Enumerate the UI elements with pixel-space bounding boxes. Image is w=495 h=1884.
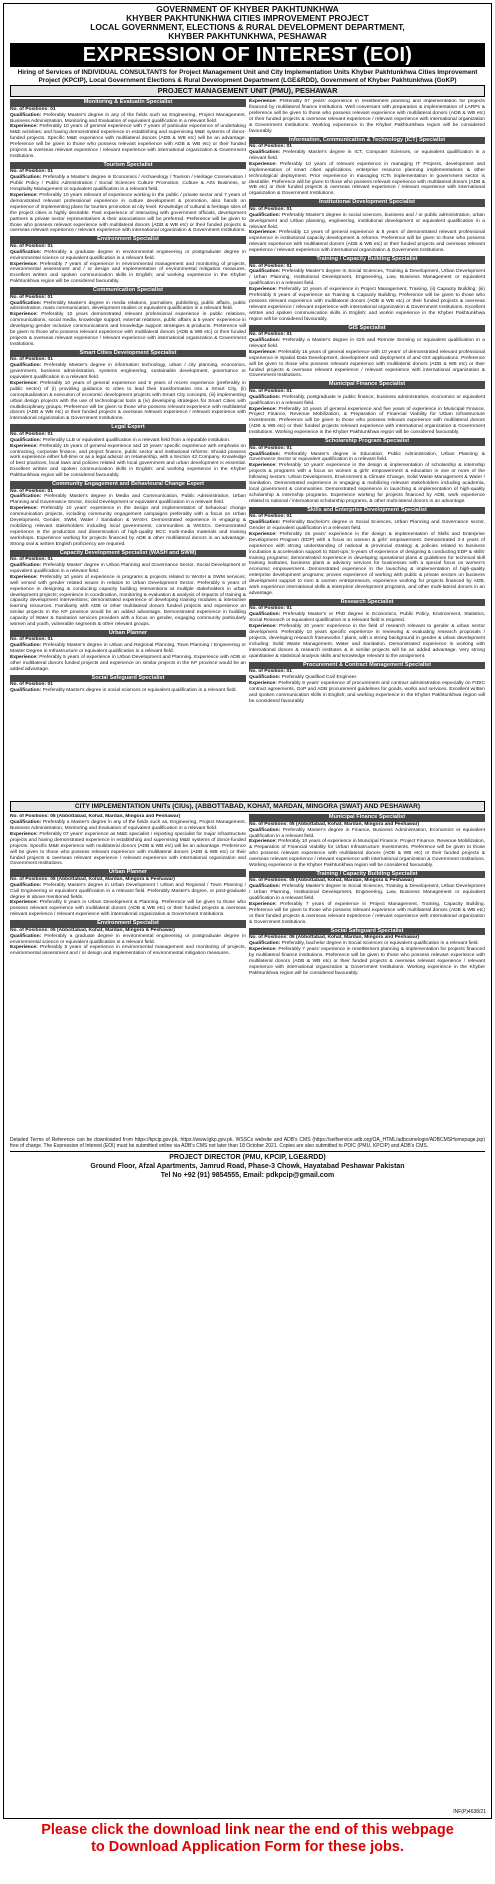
download-notice-line-1: Please click the download link near the end of this webpage: [41, 1822, 454, 1838]
qualification-text: Preferably Master' degree in Urban Planning and Governance Sector, Social Development or equivalent qualification in a relevant field.: [10, 563, 246, 574]
experience: Experience: Preferably 10 years of relevant experience in managing IT Projects, development and implementation of smart cities applications, enterprise resource planning implementations & other technological deployment. Prior experience in managing ICTs implementation in government sector is desirable. Preference will be given to those who possess relevant experience with multilateral donors (ADB & WB etc) or their funded projects & overseas relevant experience / relevant experience with international organization & Government Institutions.: [249, 161, 485, 197]
pmu-section-bar: PROJECT MANAGEMENT UNIT (PMU), PESHAWAR: [10, 85, 485, 97]
qualification: Qualification: Preferably Master's degree in Education, Public Administration, Urban Planning & Governance Sector or equivalent qualification in a relevant field.: [249, 451, 485, 463]
experience-text: Preferably 10 years of experience in Municipal Finance, Project Finance, Revenue Mobilization, & Preparation of Financial Viability for Urban Infrastructure Investments. Preference will be given to those who possess relevant experience with multilateral donors (ADB & WB etc) or their funded projects & overseas relevant experience / relevant experience with international organization & Government Institutions. Working experience in the Khyber Pakhtunkhwa region will be considered favourably.: [249, 839, 485, 869]
job-title: Skills and Enterprise Development Specialist: [249, 507, 485, 515]
qualification-text: Preferably Master's degree In Social Sciences, Training & Development, Urban Development / Urban Planning, Institutional Development, Engineering, Law, Business Management or equivalent qualification in a relevant field.: [249, 884, 485, 902]
footer-line-1: PROJECT DIRECTOR (PMU, KPCIP, LGE&RDD): [169, 1154, 326, 1162]
job-section: [249, 438, 485, 505]
qualification: Qualification: Preferably Master's or PhD degree in Economics, Public Policy, Environment, Statistics, Social Research or equivalent qualification in a relevant field is required.: [249, 612, 485, 624]
job-section: [10, 675, 246, 694]
positions-text: No. of Positions: 05 (Abbottabad, Kohat, Mardan, Mingora and Peshawar): [10, 814, 181, 820]
experience-text: Preferably 15 years of general experience and 10 years' specific experience with emphasis on contracting, corporate finance, and project finance, public sector and institutional reforms. Should possess work experience either full-time or as a legal advisor on retainership, with a Section 42 Company. Knowledge of best practices, local laws and policies related with local government and urban development is essential. Excellent written and spoken communication skills in English; and working experience in the Khyber Pakhtunkhwa region will be considered favourably.: [10, 443, 246, 479]
job-section: [249, 199, 485, 254]
experience-text: Preferably 10 years of general experience and 5 years of recent experience (preferably in public sector) of (i) providing guidance to cities to lead their transformation into a Smart City, (ii) conceptualization & execution of economic development projects with Smart City concepts, (iii) implementing urban design projects with the use of technological tools & (iv) developing strategies for Smart Cities with multidisciplinary groups. Preference will be given to those who possess relevant experience with multilateral donors (ADB & WB etc) or their funded projects & overseas relevant experience / relevant experience with international organization & Government Institutions.: [10, 380, 246, 422]
experience-text: Preferably 10 years' experience in the design and implementation of behaviour change communication projects, including community engagement campaigns preferably with a focus on Urban Development, Gender, SWM, Water / Sanitation & WASH. Demonstrated experience in engaging & mobilizing relevant stakeholders including local governments, communities & WSSCs. Demonstrated experience in the production and dissemination of high-quality BCC multi-media materials and training workshops. Experience working for projects financed by ADB & other multilateral donors in an advantage. Strong oral & written English proficiency are required.: [10, 506, 246, 547]
job-title: Environment Specialist: [10, 236, 246, 244]
qualification: Qualification: Preferably a Master's degree in any of the fields such as, Engineering, Project Management, Business Administration, Monitoring and Evaluation of equivalent qualification in a relevant field.: [10, 820, 246, 831]
experience: Experience: Preferably 15 years of general experience and 10 years' specific experience with emphasis on contracting, corporate finance, and project finance, public sector and institutional reforms. Should possess work experience either full-time or as a legal advisor on retainership, with a Section 42 Company. Knowledge of best practices, local laws and policies related with local government and urban development is essential. Excellent written and spoken communication skills in English; and working experience in the Khyber Pakhtunkhwa region will be considered favourably.: [10, 443, 246, 479]
experience: Experience: Preferably 7 years of experience in environmental management and monitoring of projects, environmental assessment and / or design and implementation of environmental mitigation measures. Excellent written and spoken communication skills in English; and working experience in the Khyber Pakhtunkhwa region will be considered favourably.: [10, 261, 246, 285]
intro-text: Hiring of Services of INDIVIDUAL CONSULTANTS for Project Management Unit and City Implementation Units Khyber Pakhtunkhwa Cities Improvement Project (KPCIP), Local Government Elections & Rural Development Department (LGE&RDD), Government of Khyber Pakhtunkhwa (GoKP): [17, 69, 478, 84]
positions-text: No. of Position: 01: [10, 243, 53, 249]
job-section: [10, 287, 246, 348]
job-section: [249, 381, 485, 436]
experience-text: Preferably 5 years of experience in Urban Development and Planning. Experience with ADB or other multilateral donors funded projects and experience on similar projects in the KP province would be an added advantage.: [10, 655, 246, 672]
qualification: Qualification: Preferably Master's degree in Urban Development / Urban and Regional / Town Planning / Civil Engineering or equivalent qualification in a relevant field. Preferably Master's degree, or post-graduate degree in above mentioned fields.: [10, 882, 246, 900]
job-title: Scholarship Program Specialist: [249, 438, 485, 446]
positions-text: No. of Position: 01: [10, 431, 53, 437]
experience: Experience: Preferably 5 years of experience in environmental management and monitoring of projects, environmental assessment and / or design and implementation of environmental mitigation measures.: [10, 945, 246, 957]
job-title: Urban Planner: [10, 630, 246, 638]
qualification-text: Preferably Master's degree in ICT, Computer Sciences, or equivalent qualification in a relevant field.: [249, 150, 485, 161]
experience-text: Preferably 8 years' experience of procurement and contract administration especially on FIDIC contract agreements, GoP and ADB procurement guidelines for goods, works and services. Excellent written and spoken communication skills in English; and working experience in the Khyber Pakhtunkhwa region will be considered favourably.: [249, 680, 485, 704]
qualification: Qualification: Preferably a Master's degree in Economics / Archaeology / Tourism / Heritage Conservation / Public Policy / Public Administration / Social Sciences Culture Promotion, Culture & Arts Business, or Hospitality Management or equivalent qualification in a relevant field.: [10, 175, 246, 193]
experience-text: Preferably 07 years' experience in resettlement planning and implementation for projects financed by multilateral finance institutions. Well conversant with preparation & implementation of LARPs & preference will be given to those who possess relevant experience with multilateral donors (ADB & WB etc) or their funded projects & overseas relevant experience / relevant experience with international organization & Government Institutions. Working experience in the Khyber Pakhtunkhwa region will be considered favourably.: [249, 99, 485, 134]
qualification-text: Preferably Master's degree in Media and Communication, Public Administration, Urban Planning and Governance Sector, Social Development or equivalent qualification in a relevant field.: [10, 494, 246, 506]
footer-line-2: Ground Floor, Afzal Apartments, Jamrud Road, Phase-3 Chowk, Hayatabad Peshawar Pakistan: [90, 1163, 405, 1171]
qualification: Qualification: Preferably Master's degree In Social Sciences, Training & Development, Urban Development / Urban Planning, Institutional Development, Engineering, Law, Business Management or equivalent qualification in a relevant field.: [249, 884, 485, 902]
header-line-2: KHYBER PAKHTUNKHWA CITIES IMPROVEMENT PROJECT: [126, 13, 369, 23]
positions-text: No. of Position: 01: [249, 144, 292, 150]
positions-text: No. of Positions: 05 (Abbottabad, Kohat, Mardan, Mingora & Peshawar): [10, 876, 175, 882]
qualification-text: Preferably Master's degree In Social Sciences, Training & Development, Urban Development / Urban Planning, Institutional Development, Engineering, Law, Business Management or equivalent qualification in a relevant field.: [249, 269, 485, 287]
qualification: Qualification: Preferably Qualified Civil Engineer.: [249, 674, 358, 680]
qualification: Qualification: Preferably LLB or equivalent qualification in a relevant field from a reputable institution.: [10, 437, 231, 443]
job-section: [10, 162, 246, 234]
job-section: [10, 481, 246, 548]
positions-text: No. of Positions: 05 (Abbottabad, Kohat, Mardan, Mingora & Peshawar): [10, 927, 175, 933]
experience: Experience: Preferably 10 years of general experience with 7 years of particular experience of undertaking M&E activities; and having demonstrated experience in establishing and supervising M&E systems of donor-funded projects. Specific M&E experience with multilateral donors (ADB & WB etc) will be an advantage. Preference will be given to those who possess relevant experience with ADB & WB etc) or their funded projects & overseas relevant experience / relevant experience with international organization & Government Institutions.: [10, 124, 246, 159]
job-section: [249, 137, 485, 198]
positions-text: No. of Positions: 01: [10, 106, 56, 112]
download-notice: [0, 1822, 495, 1856]
reference-number: INF(P)4638/21: [453, 1809, 486, 1815]
experience: Experience: Preferably 10 years' experience in the field of research relevant to gender & urban sector development. Preferably 10 years specific experience in reviewing & evaluating research proposals / projects, developing research frameworks / plans, with a strong background in gender & urban development including: Solid Waste Management, Water and Sanitation. Demonstrated experience in working with international donors & research institutes & in similar projects will be an added advantage. Very strong quantitative & statistical analysis skills and knowledge relevant to the assignment.: [249, 624, 485, 659]
header-line-3: LOCAL GOVERNMENT, ELECTIONS & RURAL DEVELOPMENT DEPARTMENT,: [90, 22, 405, 32]
experience-text: Preferably 10 years relevant of experience working in the public / private sector and 7 years of demonstrated relevant professional experience in culture development & promotion, also hands on experience of implementing plans for tourism promotion at city level. Knowledge of cultural & heritage sites of the project cities is highly desirable. Past experience of interacting with government officials, development partners & private sector representatives & their associations will be preferred. Preference will be given to those who possess relevant experience with multilateral donors (ADB & WB etc) or their funded projects & overseas relevant experience / relevant experience with international organization & Government Institutions.: [10, 192, 246, 234]
experience-text: Preferably 12 years of general experience & 8 years of demonstrated relevant professional experience in institutional capacity development & reforms. Preference will be given to those who possess relevant experience with multilateral donors (ADB & WB etc) or their funded projects and overseas relevant experience / relevant experience with international organization & Government Institutions.: [249, 230, 485, 254]
job-title: GIS Specialist: [249, 325, 485, 333]
qualification: Qualification: Preferably, postgraduate in public finance, business administration, economics or equivalent qualification in a relevant field.: [249, 394, 485, 406]
positions-text: No. of Position: 01: [10, 557, 53, 563]
job-section: [249, 814, 485, 869]
job-title: Training / Capacity Building Specialist: [249, 256, 485, 264]
experience-text: Preferably 10 years' experience in the field of research relevant to gender & urban sector development. Preferably 10 years specific experience in reviewing & evaluating research proposals / projects, developing research frameworks / plans, with a strong background in gender & urban development including: Solid Waste Management, Water and Sanitation. Demonstrated experience in working with international donors & research institutes & in similar projects will be an added advantage. Very strong quantitative & statistical analysis skills and knowledge relevant to the assignment.: [249, 624, 485, 659]
positions-text: No. of Position: 01: [249, 669, 292, 674]
job-title: Legal Expert: [10, 424, 246, 432]
qualification: Qualification: Preferably, bachelor degree in Social Sciences or equivalent qualification in a relevant field.: [249, 941, 479, 947]
experience: Experience: Preferably 8 years' experience of procurement and contract administration especially on FIDIC contract agreements, GoP and ADB procurement guidelines for goods, works and services. Excellent written and spoken communication skills in English; and working experience in the Khyber Pakhtunkhwa region will be considered favourably.: [249, 680, 485, 704]
positions-text: No. of Position: 01: [249, 332, 292, 338]
experience-text: Preferably 10 years' experience in the design & implementation of scholarship & internship projects & programs with a focus on women & girls' empowerment & education in one or more of the following sectors: Urban Development, Environment & Climate Change, Solid Waste Management & Water / Sanitation. Demonstrated experience in engaging & mobilizing relevant stakeholders including academia, local government & communities. Demonstrated experience in launching & implementation of high-quality scholarship & internship programs. Experience working for projects financed by ADB, work experience related to national / international scholarship programs, & other multi-lateral donors in an advantage.: [249, 463, 485, 504]
positions-text: No. of Position: 01: [249, 388, 292, 394]
experience-text: Preferably 10 years of general experience with 7 years of particular experience of undertaking M&E activities; and having demonstrated experience in establishing and supervising M&E systems of donor-funded projects. Specific M&E experience with multilateral donors (ADB & WB etc) will be an advantage. Preference will be given to those who possess relevant experience with ADB & WB etc) or their funded projects & overseas relevant experience / relevant experience with international organization & Government Institutions.: [10, 124, 246, 159]
qualification-text: Preferably, postgraduate in public finance, business administration, economics or equivalent qualification in a relevant field.: [249, 394, 485, 406]
qualification-text: Preferably a Master's degree in any of the fields such as, Engineering, Project Management, Business Administration, Monitoring and Evaluation of equivalent qualification in a relevant field.: [10, 820, 246, 831]
qualification-text: Preferably a Master's degree in GIS and Remote Sensing or equivalent qualification in a relevant field.: [249, 338, 485, 349]
experience-text: Preferably 07 years' experience as M&E specialist / reporting specialist for major infrastructure projects and having demonstrated experience in establishing and supervising M&E systems of donor-funded projects. Specific M&E experience with multilateral donors (ADB & WB etc) will be an advantage. Preference will be given to those who possess relevant experience with multilateral donors (ADB & WB etc) or their funded projects & overseas relevant experience / relevant experience with international organization and Government Institutions.: [10, 831, 246, 867]
qualification-text: Preferably Qualified Civil Engineer.: [281, 674, 358, 680]
experience: Experience: Preferably 10 years' experience in the design and implementation of behaviour change communication projects, including community engagement campaigns preferably with a focus on Urban Development, Gender, SWM, Water / Sanitation & WASH. Demonstrated experience in engaging & mobilizing relevant stakeholders including local governments, communities & WSSCs. Demonstrated experience in the production and dissemination of high-quality BCC multi-media materials and training workshops. Experience working for projects financed by ADB & other multilateral donors in an advantage. Strong oral & written English proficiency are required.: [10, 506, 246, 547]
job-section: [10, 236, 246, 285]
header-line-4: KHYBER PAKHTUNKHWA, PESHAWAR: [168, 31, 327, 41]
qualification: Qualification: Preferably Master's degree in social sciences, business and / or public administration, urban development and Urban planning, engineering, institutional development or equivalent qualification in a relevant field.: [249, 212, 485, 230]
job-section: [249, 871, 485, 926]
job-title: Communication Specialist: [10, 287, 246, 295]
job-title: Smart Cities Development Specialist: [10, 350, 246, 358]
experience-text: Preferably 15 years of general experience with 10 years' of demonstrated relevant professional experience in Spatial Data Development, development and deployment of and GIS applications. Preference will be given to those who possess relevant experience with multilateral donors (ADB & WB etc) or their funded projects & overseas relevant experience / relevant experience with international organization & Government Institutions.: [249, 349, 485, 379]
job-title: Institutional Development Specialist: [249, 199, 485, 207]
qualification-text: Preferably Master's degree in media relations, journalism, publishing, public affairs, public administration, mass communication, development studies or equivalent qualification in a relevant field.: [10, 300, 246, 312]
experience-text: Preferably 7 years of experience in Project Management, Training, Capacity Building. Preference will be given to those who possess relevant experience with multilateral donors (ADB & WB etc) or their funded projects & overseas relevant experience / relevant experience with international organization & Government Institutions.: [249, 902, 485, 925]
job-section: [249, 599, 485, 660]
ciu-left-column: [10, 814, 246, 1134]
qualification-text: Preferably Master's degree in Urban and Regional Planning, Town Planning / Engineering or Master Degree in Infrastructure or equivalent qualification in a relevant field.: [10, 643, 246, 655]
experience-text: Preferably 10 years of experience in Project Management, Training, (ii) Capacity Building; (iii) Preferably 5 years of experience as Training & Capacity Building. Preference will be given to those who possess relevant experience with multilateral donors (ADB & WB etc) or their funded projects & overseas relevant experience / relevant experience with international organization & Government Institutions. Excellent written and spoken communication skills in English; and workin experience in the Khyber Pakhtunkhwa region will be considered favourably.: [249, 287, 485, 322]
ciu-right-column: [249, 814, 485, 1134]
qualification: Qualification: Preferably Master's degree in Finance, Business Administration, Economics or equivalent qualification in a relevant field.: [249, 827, 485, 839]
experience-text: Preferably 15 years' experience in the design & implementation of Skills and Enterprise Development Program (EDP) with a focus on women & girls' empowerment. Demonstrated 3-4 years of experience with strong understanding of national & provincial strategy & policies related to business incubation & acceleration support to Start-ups; 5-years of experience of designing & conducting EDP & skills' training programs; demonstrated experience in developing operational plans & guidelines for technical skill training institutes, business plans & advisory services for businesses with a special focus on women's economic empowerment. Demonstrated experience in the launching & implementation of high-quality enterprise development programs; proven experience of working with public & private sectors on business development support to men & women entrepreneurs, experience working for projects financed by ADB, work experience international skills & enterprise development programs, and other multi-lateral donors in an advantage.: [249, 531, 485, 596]
qualification: Qualification: Preferably Master's degree in information technology, urban / city planning, economics, government, business administration, systems engineering, sustainable development, governance or equivalent qualification in a relevant field.: [10, 363, 246, 381]
qualification-text: Preferably Bachelor's degree in Social Sciences, Urban Planning and Governance sector, Gender or equivalent qualification in a relevant field.: [249, 520, 485, 531]
positions-text: No. of Position: 01: [10, 637, 53, 643]
qualification: Qualification: Preferably Master's degree in ICT, Computer Sciences, or equivalent qualification in a relevant field.: [249, 150, 485, 161]
qualification: Qualification: Preferably a graduate degree in environmental engineering or postgraduate degree in environmental science or equivalent qualification in a relevant field.: [10, 249, 246, 261]
job-title: Procurement & Contract Management Specialist: [249, 662, 485, 670]
footer-line-3: Tel No +92 (91) 9854555, Email: pdkpcip@gmail.com: [160, 1172, 335, 1180]
job-section: [10, 99, 246, 160]
experience: Experience: Preferably 10 years relevant of experience working in the public / private sector and 7 years of demonstrated relevant professional experience in culture development & promotion, also hands on experience of implementing plans for tourism promotion at city level. Knowledge of cultural & heritage sites of the project cities is highly desirable. Past experience of interacting with government officials, development partners & private sector representatives & their associations will be preferred. Preference will be given to those who possess relevant experience with multilateral donors (ADB & WB etc) or their funded projects & overseas relevant experience / relevant experience with international organization & Government Institutions.: [10, 192, 246, 234]
qualification-text: Preferably Master's degree in Urban Development / Urban and Regional / Town Planning / Civil Engineering or equivalent qualification in a relevant field. Preferably Master's degree, or post-graduate degree in above mentioned fields.: [10, 882, 246, 900]
qualification: Qualification: Preferably Bachelor's degree in Social Sciences, Urban Planning and Governance sector, Gender or equivalent qualification in a relevant field.: [249, 520, 485, 531]
job-section: [249, 256, 485, 323]
experience: Experience: Preferably 10 years' experience in the design & implementation of scholarship & internship projects & programs with a focus on women & girls' empowerment & education in one or more of the following sectors: Urban Development, Environment & Climate Change, Solid Waste Management & Water / Sanitation. Demonstrated experience in engaging & mobilizing relevant stakeholders including academia, local government & communities. Demonstrated experience in launching & implementation of high-quality scholarship & internship programs. Experience working for projects financed by ADB, work experience related to national / international scholarship programs, & other multi-lateral donors in an advantage.: [249, 463, 485, 504]
qualification-text: Preferably a Master's degree in Economics / Archaeology / Tourism / Heritage Conservation / Public Policy / Public Administration / Social Sciences Culture Promotion, Culture & Arts Business, or Hospitality Management or equivalent qualification in a relevant field.: [10, 175, 246, 193]
job-section: [10, 350, 246, 422]
experience-text: Preferably 5 years in Urban Development & Planning. Preference will be given to those who possess relevant experience with multilateral donors (ADB & WB etc) or their funded projects & overseas relevant experience / relevant experience with international organization & Government Institutions.: [10, 900, 246, 918]
positions-text: No. of Position: 01: [249, 206, 292, 212]
qualification: Qualification: Preferably a Master's degree in GIS and Remote Sensing or equivalent qualification in a relevant field.: [249, 338, 485, 349]
qualification: Qualification: Preferably Master' degree in Urban Planning and Governance Sector, Social Development or equivalent qualification in a relevant field.: [10, 563, 246, 574]
qualification: Qualification: Preferably Master's degree in Urban and Regional Planning, Town Planning / Engineering or Master Degree in Infrastructure or equivalent qualification in a relevant field.: [10, 643, 246, 655]
job-section: [10, 424, 246, 479]
experience: Experience: Preferably 10 years of general experience and five years of experience in Municipal Finance, Project Finance, Revenue Mobilization, & Preparation of Financial Viability for Urban Infrastructure Investments. Preference will be given to those who possess relevant experience with multilateral donors (ADB & WB etc) or their funded projects relevant experience with international organization & Government Institutions. Working experience in the Khyber Pakhtunkhwa region will be considered favourably.: [249, 406, 485, 436]
job-section: [249, 99, 485, 134]
terms-text: Detailed Terms of Reference can be downloaded from https://kpcip.gov.pk, https://www.lgkp.gov.pk, WSSCs website and ADB's CMS (https://selfservice.adb.org/OA_HTML/adbcsmelogin/ADBCMSHomepage.jsp) free of charge. The Expression of Interest (EOI) must be submitted online via ADB's CMS not later than 18 October 2021. Copies are also submitted to PDIC (PMU, KPCIP) and ADB's CMS.: [10, 1137, 485, 1150]
qualification: Qualification: Preferably a graduate degree in environmental engineering or postgraduate degree in environmental science or equivalent qualification in a relevant field.: [10, 933, 246, 945]
job-title: Training / Capacity Building Specialist: [249, 871, 485, 879]
qualification: Qualification: Preferably Master's degree In Social Sciences, Training & Development, Urban Development / Urban Planning, Institutional Development, Engineering, Law, Business Management or equivalent qualification in a relevant field.: [249, 269, 485, 287]
qualification-text: Preferably Master's degree in information technology, urban / city planning, economics, government, business administration, systems engineering, sustainable development, governance or equivalent qualification in a relevant field.: [10, 363, 246, 381]
experience: Experience: Preferably 7 years' experience in resettlement planning & implementation for projects financed by multilateral finance institutions. Preference will be given to those who possess relevant experience with multilateral donors (ADB & WB etc) or their funded projects & overseas relevant experience / relevant experience with international organization & Government Institutions. Working experience in the Khyber Pakhtunkhwa region will be considered favourably.: [249, 947, 485, 976]
job-title: Municipal Finance Specialist: [249, 814, 485, 822]
positions-text: No. of Position: 01: [249, 263, 292, 269]
right-column: [249, 99, 485, 799]
job-title: Research Specialist: [249, 599, 485, 607]
pmu-columns: [10, 99, 485, 799]
qualification-text: Preferably a graduate degree in environmental engineering or postgraduate degree in environmental science or equivalent qualification in a relevant field.: [10, 933, 246, 945]
positions-text: No. of Position: 01: [10, 294, 53, 300]
positions-text: No. of Position: 01: [10, 682, 53, 688]
page-title: EXPRESSION OF INTEREST (EOI): [10, 43, 485, 67]
experience: Experience: Preferably 10 years of experience in Municipal Finance, Project Finance, Revenue Mobilization, & Preparation of Financial Viability for Urban Infrastructure Investments. Preference will be given to those who possess relevant experience with multilateral donors (ADB & WB etc) or their funded projects & overseas relevant experience / relevant experience with international organization & Government Institutions. Working experience in the Khyber Pakhtunkhwa region will be considered favourably.: [249, 839, 485, 869]
experience: Experience: Preferably 07 years' experience as M&E specialist / reporting specialist for major infrastructure projects and having demonstrated experience in establishing and supervising M&E systems of donor-funded projects. Specific M&E experience with multilateral donors (ADB & WB etc) will be an advantage. Preference will be given to those who possess relevant experience with multilateral donors (ADB & WB etc) or their funded projects & overseas relevant experience / relevant experience with international organization and Government Institutions.: [10, 831, 246, 867]
job-title: Social Safeguard Specialist: [10, 675, 246, 683]
advertisement: [3, 3, 492, 1819]
experience: Experience: Preferably 12 years of general experience & 8 years of demonstrated relevant professional experience in institutional capacity development & reforms. Preference will be given to those who possess relevant experience with multilateral donors (ADB & WB etc) or their funded projects and overseas relevant experience / relevant experience with international organization & Government Institutions.: [249, 230, 485, 254]
job-section: [249, 928, 485, 977]
experience: Experience: Preferably 15 years' experience in the design & implementation of Skills and Enterprise Development Program (EDP) with a focus on women & girls' empowerment. Demonstrated 3-4 years of experience with strong understanding of national & provincial strategy & policies related to business incubation & acceleration support to Start-ups; 5-years of experience of designing & conducting EDP & skills' training programs; demonstrated experience in developing operational plans & guidelines for technical skill training institutes, business plans & advisory services for businesses with a special focus on women's economic empowerment. Demonstrated experience in the launching & implementation of high-quality enterprise development programs; proven experience of working with public & private sectors on business development support to men & women entrepreneurs, experience working for projects financed by ADB, work experience international skills & enterprise development programs, and other multi-lateral donors in an advantage.: [249, 531, 485, 596]
qualification-text: Preferably Master's degree in any of the fields such as Engineering, Project Management, Business Administration, Monitoring and Evaluation of equivalent qualification in a relevant field.: [10, 112, 246, 124]
experience: Experience: Preferably 15 years of general experience with 10 years' of demonstrated relevant professional experience in Spatial Data Development, development and deployment of and GIS applications. Preference will be given to those who possess relevant experience with multilateral donors (ADB & WB etc) or their funded projects & overseas relevant experience / relevant experience with international organization & Government Institutions.: [249, 349, 485, 379]
experience: Experience: Preferably 5 years of experience in Urban Development and Planning. Experience with ADB or other multilateral donors funded projects and experience on similar projects in the KP province would be an added advantage.: [10, 655, 246, 672]
positions-text: No. of Position: 01: [249, 445, 292, 451]
ciu-section-bar: CITY IMPLEMENTATION UNITs (CIUs), (ABBOTTABAD, KOHAT, MARDAN, MINGORA (SWAT) AND PESHAWAR): [10, 801, 485, 812]
job-title: Information, Communication & Technology (ICT) Specialist: [249, 137, 485, 145]
qualification: Qualification: Preferably Master's degree in any of the fields such as Engineering, Project Management, Business Administration, Monitoring and Evaluation of equivalent qualification in a relevant field.: [10, 112, 246, 124]
qualification-text: Preferably Master's degree in social sciences or equivalent qualification in a relevant field.: [42, 688, 237, 694]
qualification-text: Preferably Master's degree in Education, Public Administration, Urban Planning & Governance Sector or equivalent qualification in a relevant field.: [249, 451, 485, 463]
experience: Experience: Preferably 07 years' experience in resettlement planning and implementation for projects financed by multilateral finance institutions. Well conversant with preparation & implementation of LARPs & preference will be given to those who possess relevant experience with multilateral donors (ADB & WB etc) or their funded projects & overseas relevant experience / relevant experience with international organization & Government Institutions. Working experience in the Khyber Pakhtunkhwa region will be considered favourably.: [249, 99, 485, 134]
job-title: Community Engagement and Behavioural Change Expert: [10, 481, 246, 489]
experience-text: Preferably 7 years' experience in resettlement planning & implementation for projects financed by multilateral finance institutions. Preference will be given to those who possess relevant experience with multilateral donors (ADB & WB etc) or their funded projects & overseas relevant experience / relevant experience with international organization & Government Institutions. Working experience in the Khyber Pakhtunkhwa region will be considered favourably.: [249, 947, 485, 976]
header-line-1: GOVERNMENT OF KHYBER PAKHTUNKHWA: [156, 4, 339, 14]
experience-text: Preferably 10 years of experience in programs & projects related to WASH & SWM services; well versed with gender related issues in relation to Urban Development Sector. Preferably 5 years of experience in designing & conducting capacity building interventions at multiple stakeholders in urban development projects; experience in coordination, monitoring & evaluation & analysis of impacts of training & capacity development interventions; demonstrated experience of developing training modules & interactive learning resources. Familiarity with ADB or other multilateral donors funded projects and experience on similar projects in the KP province would be an added advantage. Demonstrated experience in building capacity of Water & Sanitation services providers with a focus on gender, engaging community particularly women and youth, vulnerable segments & other relevant groups.: [10, 574, 246, 628]
experience-text: Preferably 10 years demonstrated relevant professional experience in public relations, communications, social media, knowledge support, external relations, public affairs & 5 years' experience in developing gender inclusive communications and knowledge support strategies & products. Preference will be given to those who possess relevant experience with multilateral donors (ADB & WB etc) or their funded projects & overseas relevant experience / relevant experience with international organization & Government Institutions.: [10, 312, 246, 347]
ciu-columns: [10, 814, 485, 1134]
experience: Experience: Preferably 10 years of experience in programs & projects related to WASH & SWM services; well versed with gender related issues in relation to Urban Development Sector. Preferably 5 years of experience in designing & conducting capacity building interventions at multiple stakeholders in urban development projects; experience in coordination, monitoring & evaluation & analysis of impacts of training & capacity development interventions; demonstrated experience of developing training modules & interactive learning resources. Familiarity with ADB or other multilateral donors funded projects and experience on similar projects in the KP province would be an added advantage. Demonstrated experience in building capacity of Water & Sanitation services providers with a focus on gender, engaging community particularly women and youth, vulnerable segments & other relevant groups.: [10, 574, 246, 628]
qualification-text: Preferably Master's degree in social sciences, business and / or public administration, urban development and Urban planning, engineering, institutional development or equivalent qualification in a relevant field.: [249, 212, 485, 230]
job-section: [249, 662, 485, 705]
job-title: Social Safeguard Specialist: [249, 928, 485, 936]
job-section: [10, 630, 246, 673]
header: [4, 5, 491, 41]
experience-text: Preferably 10 years of general experience and five years of experience in Municipal Finance, Project Finance, Revenue Mobilization, & Preparation of Financial Viability for Urban Infrastructure Investments. Preference will be given to those who possess relevant experience with multilateral donors (ADB & WB etc) or their funded projects relevant experience with international organization & Government Institutions. Working experience in the Khyber Pakhtunkhwa region will be considered favourably.: [249, 406, 485, 436]
job-title: Capacity Development Specialist (WASH and SWM): [10, 550, 246, 558]
job-section: [249, 507, 485, 597]
job-title: Municipal Finance Specialist: [249, 381, 485, 389]
positions-text: No. of Positions: 05 (Abbottabad, Kohat, Mardan, Mingora & Peshawar): [249, 878, 414, 884]
experience: Experience: Preferably 7 years of experience in Project Management, Training, Capacity Building. Preference will be given to those who possess relevant experience with multilateral donors (ADB & WB etc) or their funded projects & overseas relevant experience / relevant experience with international organization & Government Institutions.: [249, 902, 485, 925]
experience-text: Preferably 5 years of experience in environmental management and monitoring of projects, environmental assessment and / or design and implementation of environmental mitigation measures.: [10, 945, 246, 957]
qualification-text: Preferably LLB or equivalent qualification in a relevant field from a reputable institution.: [42, 437, 231, 443]
qualification-text: Preferably, bachelor degree in Social Sciences or equivalent qualification in a relevant field.: [281, 941, 479, 947]
qualification-text: Preferably Master's or PhD degree in Economics, Public Policy, Environment, Statistics, Social Research or equivalent qualification in a relevant field is required.: [249, 612, 485, 624]
job-section: [10, 550, 246, 628]
job-section: [249, 325, 485, 380]
positions-text: No. of Position: 01: [10, 488, 53, 494]
experience: Experience: Preferably 10 years of general experience and 5 years of recent experience (preferably in public sector) of (i) providing guidance to cities to lead their transformation into a Smart City, (ii) conceptualization & execution of economic development projects with Smart City concepts, (iii) implementing urban design projects with the use of technological tools & (iv) developing strategies for Smart Cities with multidisciplinary groups. Preference will be given to those who possess relevant experience with multilateral donors (ADB & WB etc) or their funded projects & overseas relevant experience / relevant experience with international organization & Government Institutions.: [10, 380, 246, 422]
positions-text: No. of Position: 01: [249, 606, 292, 612]
download-notice-line-2: to Download Application Form for these jobs.: [91, 1839, 404, 1855]
positions-text: No. of Position: 01: [10, 357, 53, 363]
qualification-text: Preferably Master's degree in Finance, Business Administration, Economics or equivalent qualification in a relevant field.: [249, 827, 485, 839]
job-title: Monitoring & Evaluatin Specialist: [10, 99, 246, 107]
positions-text: No. of Position: 01: [10, 169, 53, 175]
job-section: [10, 920, 246, 957]
experience: Experience: Preferably 10 years demonstrated relevant professional experience in public relations, communications, social media, knowledge support, external relations, public affairs & 5 years' experience in developing gender inclusive communications and knowledge support strategies & products. Preference will be given to those who possess relevant experience with multilateral donors (ADB & WB etc) or their funded projects & overseas relevant experience / relevant experience with international organization & Government Institutions.: [10, 312, 246, 347]
job-title: Tourism Specialist: [10, 162, 246, 170]
experience-text: Preferably 7 years of experience in environmental management and monitoring of projects, environmental assessment and / or design and implementation of environmental mitigation measures. Excellent written and spoken communication skills in English; and working experience in the Khyber Pakhtunkhwa region will be considered favourably.: [10, 261, 246, 285]
positions-text: No. of Position: 01: [249, 514, 292, 520]
experience-text: Preferably 10 years of relevant experience in managing IT Projects, development and implementation of smart cities applications, enterprise resource planning implementations & other technological deployment. Prior experience in managing ICTs implementation in government sector is desirable. Preference will be given to those who possess relevant experience with multilateral donors (ADB & WB etc) or their funded projects & overseas relevant experience / relevant experience with international organization & Government Institutions.: [249, 161, 485, 197]
left-column: [10, 99, 246, 799]
experience: Experience: Preferably 5 years in Urban Development & Planning. Preference will be given to those who possess relevant experience with multilateral donors (ADB & WB etc) or their funded projects & overseas relevant experience / relevant experience with international organization & Government Institutions.: [10, 900, 246, 918]
job-section: [10, 869, 246, 918]
positions-text: No. of Positions: 05 (Abbottabad, Kohat, Mardan, Mingora and Peshawar): [249, 821, 420, 827]
job-title: Urban Planner: [10, 869, 246, 877]
qualification: Qualification: Preferably Master's degree in social sciences or equivalent qualification in a relevant field.: [10, 688, 237, 694]
experience: Experience: Preferably 10 years of experience in Project Management, Training, (ii) Capacity Building; (iii) Preferably 5 years of experience as Training & Capacity Building. Preference will be given to those who possess relevant experience with multilateral donors (ADB & WB etc) or their funded projects & overseas relevant experience / relevant experience with international organization & Government Institutions. Excellent written and spoken communication skills in English; and workin experience in the Khyber Pakhtunkhwa region will be considered favourably.: [249, 287, 485, 322]
qualification: Qualification: Preferably Master's degree in Media and Communication, Public Administration, Urban Planning and Governance Sector, Social Development or equivalent qualification in a relevant field.: [10, 494, 246, 506]
qualification-text: Preferably a graduate degree in environmental engineering or postgraduate degree in environmental science or equivalent qualification in a relevant field.: [10, 249, 246, 261]
job-title: Environment Specialist: [10, 920, 246, 928]
job-section: [10, 814, 246, 867]
positions-text: No. of Positions: 05 (Abbottabad, Kohat, Mardan, Mingora and Peshawar): [249, 935, 420, 941]
qualification: Qualification: Preferably Master's degree in media relations, journalism, publishing, public affairs, public administration, mass communication, development studies or equivalent qualification in a relevant field.: [10, 300, 246, 312]
footer: [10, 1151, 485, 1180]
